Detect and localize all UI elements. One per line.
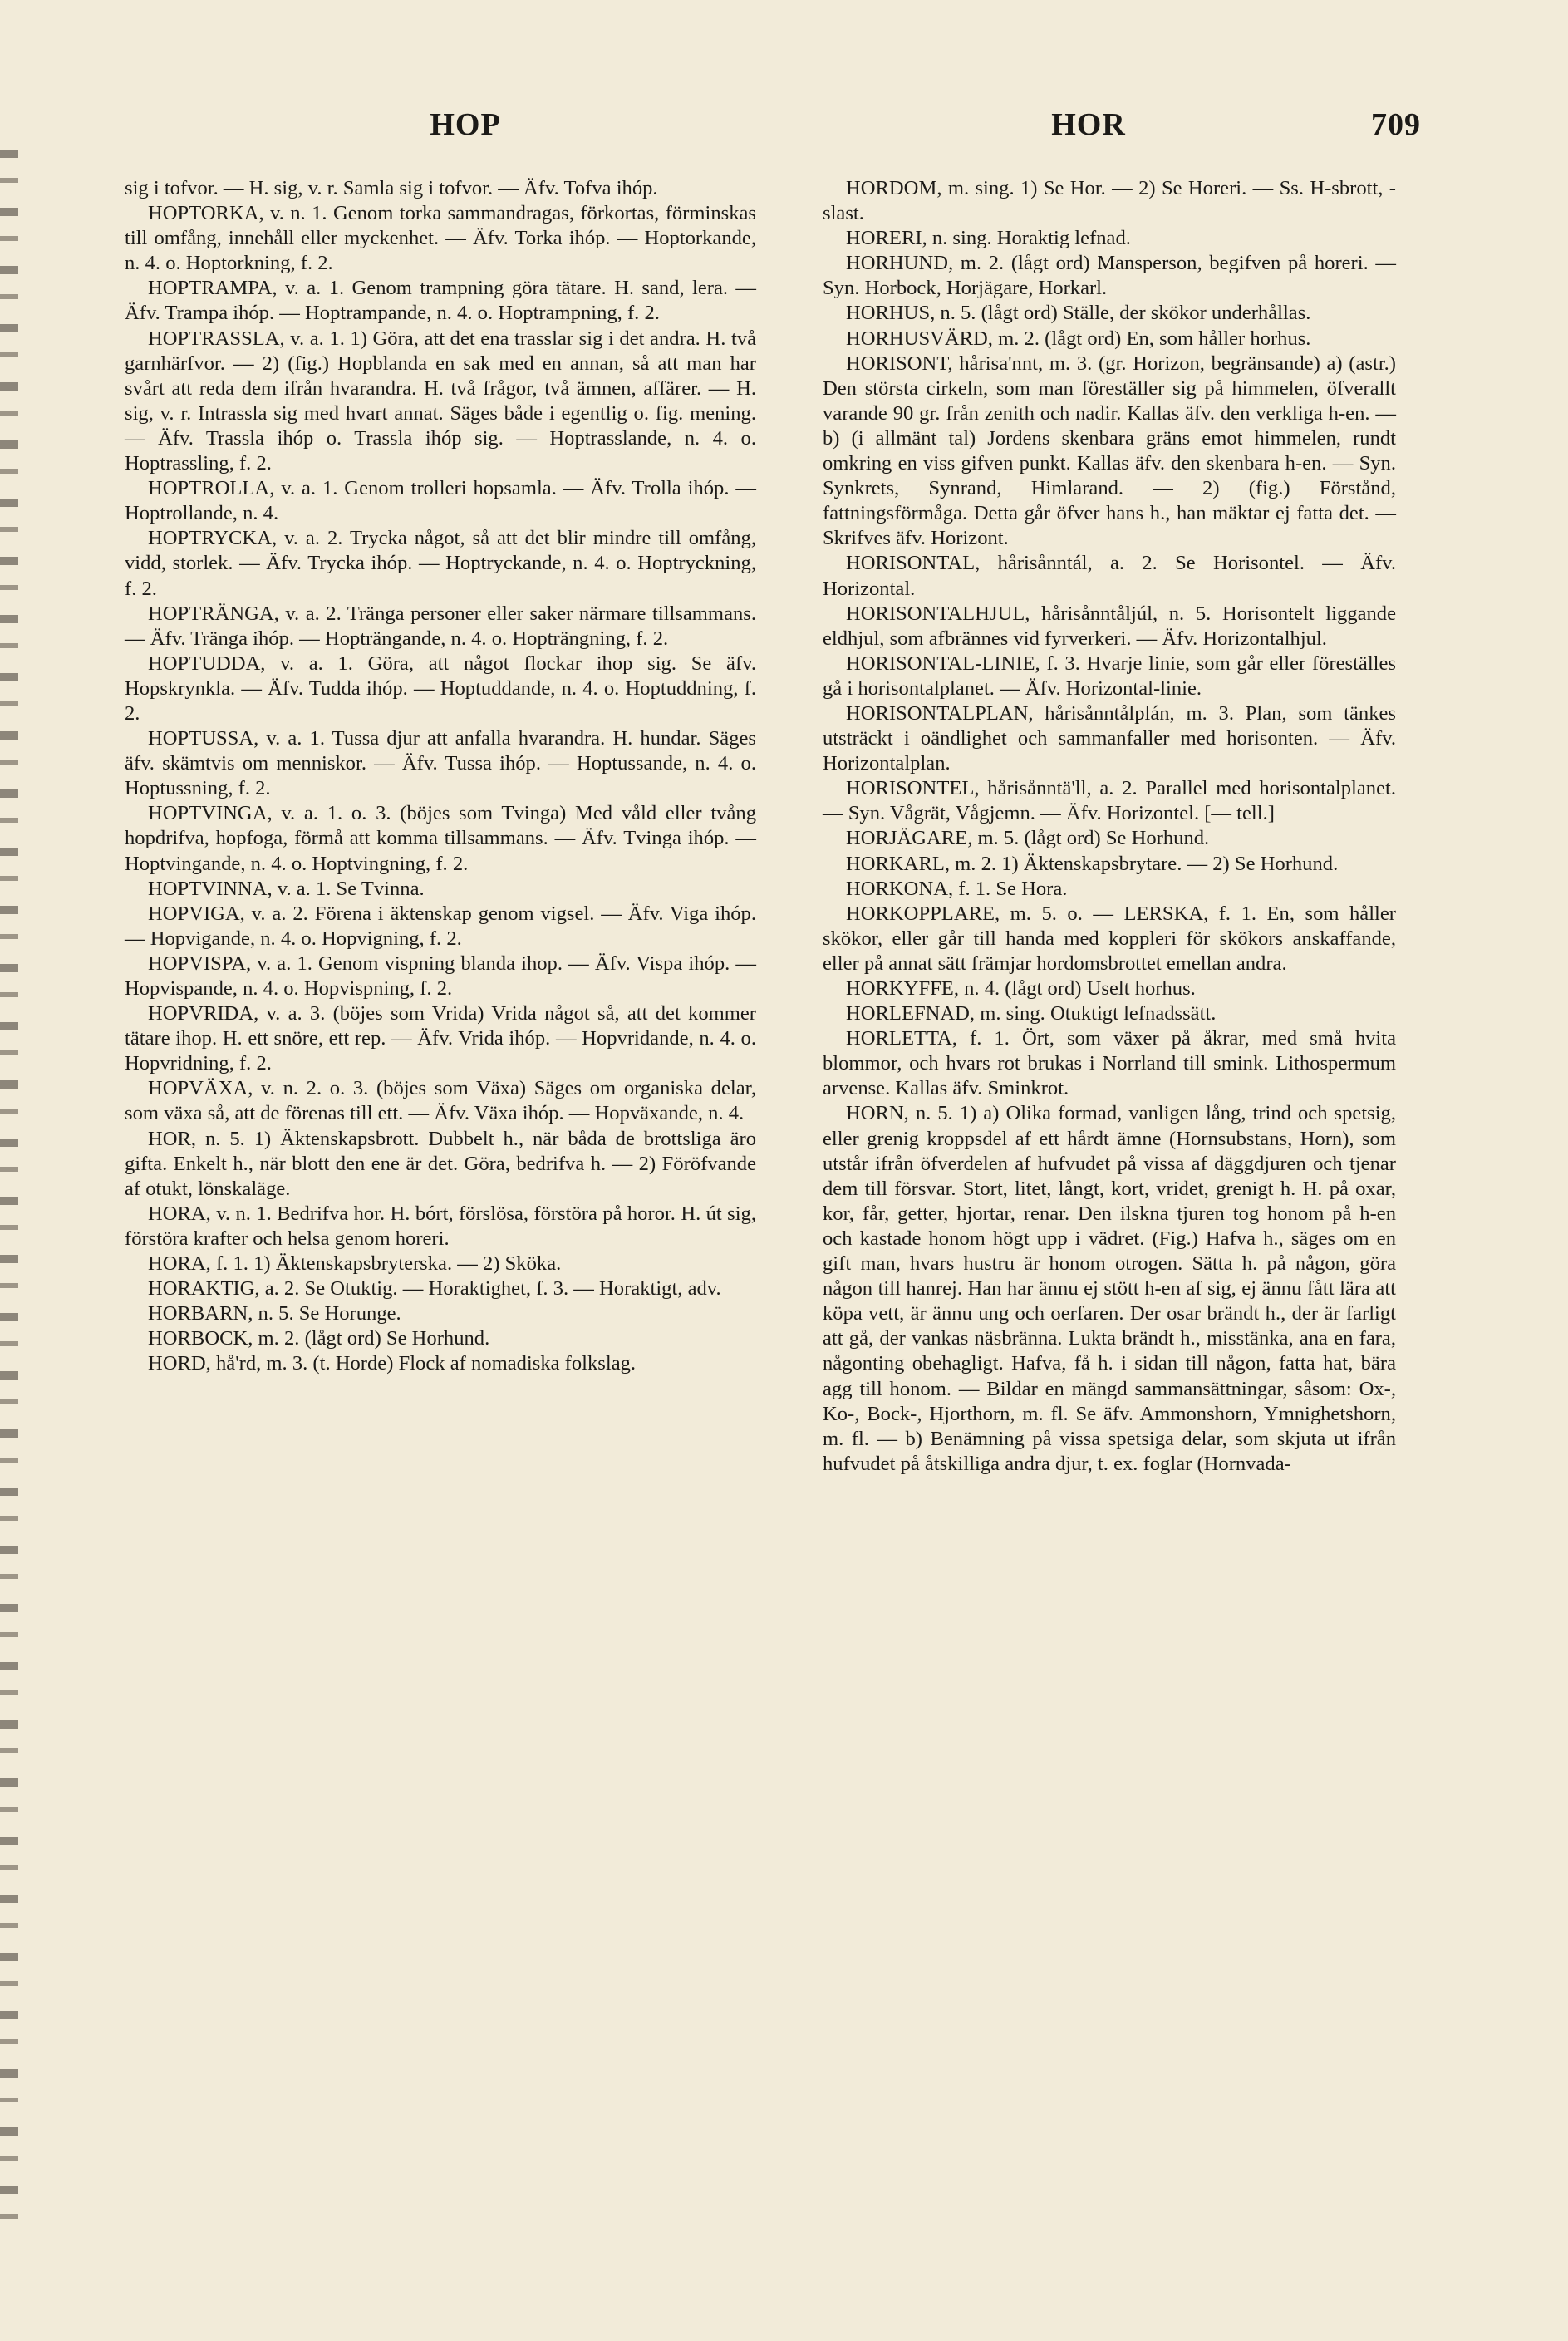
dictionary-entry: HOPTUDDA, v. a. 1. Göra, att något flockar ihop sig. Se äfv. Hopskrynkla. — Äfv. Tudda ihóp. — Hoptuddande, n. 4. o. Hoptuddning, f. 2. xyxy=(125,652,756,725)
dictionary-entry: HORISONTALHJUL, hårisånntåljúl, n. 5. Horisontelt liggande eldhjul, som afbrännes vid fyrverkeri. — Äfv. Horizontalhjul. xyxy=(823,602,1396,650)
dictionary-entry: HORISONTAL-LINIE, f. 3. Hvarje linie, som går eller föreställes gå i horisontalplanet. — Äfv. Horizontal-linie. xyxy=(823,652,1396,700)
dictionary-entry: HORBARN, n. 5. Se Horunge. xyxy=(148,1302,401,1325)
dictionary-entry: HOPTRYCKA, v. a. 2. Trycka något, så att det blir mindre till omfång, vidd, storlek. — Äfv. Trycka ihóp. — Hoptryckande, n. 4. o. Hoptryckning, f. 2. xyxy=(125,527,756,600)
dictionary-entry: HORA, f. 1. 1) Äktenskapsbryterska. — 2) Sköka. xyxy=(148,1252,562,1276)
dictionary-entry: HORERI, n. sing. Horaktig lefnad. xyxy=(846,227,1131,250)
dictionary-entry: HORD, hå'rd, m. 3. (t. Horde) Flock af nomadiska folkslag. xyxy=(148,1352,637,1375)
dictionary-entry: HOPTORKA, v. n. 1. Genom torka sammandragas, förkortas, förminskas till omfång, innehåll eller myckenhet. — Äfv. Torka ihóp. — Hoptorkande, n. 4. o. Hoptorkning, f. 2. xyxy=(125,202,756,275)
dictionary-entry: HOPTRÄNGA, v. a. 2. Tränga personer eller saker närmare tillsammans. — Äfv. Tränga ihóp. — Hopträngande, n. 4. o. Hopträngning, f. 2. xyxy=(125,602,756,650)
dictionary-entry: HORISONTALPLAN, hårisånntålplán, m. 3. Plan, som tänkes utsträckt i oändlighet och sammanfaller med horisonten. — Äfv. Horizontalplan. xyxy=(823,701,1396,775)
dictionary-entry: HORKOPPLARE, m. 5. o. — LERSKA, f. 1. En, som håller skökor, eller går till handa med koppleri för skökors anskaffande, eller på annat sätt främjar hordomsbrottet emellan andra. xyxy=(823,902,1396,975)
dictionary-entry: HOR, n. 5. 1) Äktenskapsbrott. Dubbelt h., när båda de brottsliga äro gifta. Enkelt h., när blott den ene är det. Göra, bedrifva h. — 2) Föröfvande af otukt, lönskaläge. xyxy=(125,1127,756,1200)
dictionary-entry: HORISONTEL, hårisånntä'll, a. 2. Parallel med horisontalplanet. — Syn. Vågrät, Vågjemn. — Äfv. Horizontel. [— tell.] xyxy=(823,777,1396,825)
dictionary-entry: HORHUSVÄRD, m. 2. (lågt ord) En, som håller horhus. xyxy=(846,327,1311,350)
dictionary-entry: sig i tofvor. — H. sig, v. r. Samla sig i tofvor. — Äfv. Tofva ihóp. xyxy=(125,177,658,199)
dictionary-entry: HORLETTA, f. 1. Ört, som växer på åkrar, med små hvita blommor, och hvars rot brukas i Norrland till smink. Lithospermum arvense. Kallas äfv. Sminkrot. xyxy=(823,1027,1396,1100)
right-guide-word: HOR xyxy=(1051,107,1126,142)
dictionary-entry: HOPTUSSA, v. a. 1. Tussa djur att anfalla hvarandra. H. hundar. Säges äfv. skämtvis om menniskor. — Äfv. Tussa ihóp. — Hoptussande, n. 4. o. Hoptussning, f. 2. xyxy=(125,727,756,800)
binding-edge-marks xyxy=(0,150,18,2227)
dictionary-entry: HORKYFFE, n. 4. (lågt ord) Uselt horhus. xyxy=(846,977,1196,1000)
dictionary-entry: HORKONA, f. 1. Se Hora. xyxy=(846,877,1068,900)
dictionary-entry: HORJÄGARE, m. 5. (lågt ord) Se Horhund. xyxy=(846,827,1210,850)
dictionary-entry: HORISONT, hårisa'nnt, m. 3. (gr. Horizon, begränsande) a) (astr.) Den största cirkeln, som man föreställer sig på himmelen, öfverallt varande 90 gr. från zenith och nadir. Kallas äfv. den verkliga h-en. — b) (i allmänt tal) Jordens skenbara gräns emot himmelen, rundt omkring en viss gifven punkt. Kallas äfv. den skenbara h-en. — Syn. Synkrets, Synrand, Himlarand. — 2) (fig.) Förstånd, fattningsförmåga. Detta går öfver hans h., han mäktar ej fatta det. — Skrifves äfv. Horizont. xyxy=(823,352,1396,550)
dictionary-entry: HORDOM, m. sing. 1) Se Hor. — 2) Se Horeri. — Ss. H-sbrott, -slast. xyxy=(823,177,1396,225)
dictionary-entry: HORAKTIG, a. 2. Se Otuktig. — Horaktighet, f. 3. — Horaktigt, adv. xyxy=(148,1277,721,1301)
right-column xyxy=(823,176,1396,1477)
left-column xyxy=(125,176,756,1377)
dictionary-entry: HOPTRAMPA, v. a. 1. Genom trampning göra tätare. H. sand, lera. — Äfv. Trampa ihóp. — Hoptrampande, n. 4. o. Hoptrampning, f. 2. xyxy=(125,277,756,325)
page-number: 709 xyxy=(1371,107,1421,142)
dictionary-entry: HORHUS, n. 5. (lågt ord) Ställe, der skökor underhållas. xyxy=(846,302,1311,325)
dictionary-entry: HOPVRIDA, v. a. 3. (böjes som Vrida) Vrida något så, att det kommer tätare ihop. H. ett snöre, ett rep. — Äfv. Vrida ihóp. — Hopvridande, n. 4. o. Hopvridning, f. 2. xyxy=(125,1002,756,1075)
dictionary-entry: HOPTVINNA, v. a. 1. Se Tvinna. xyxy=(148,877,425,900)
dictionary-entry: HORISONTAL, hårisånntál, a. 2. Se Horisontel. — Äfv. Horizontal. xyxy=(823,552,1396,600)
dictionary-entry: HOPTVINGA, v. a. 1. o. 3. (böjes som Tvinga) Med våld eller tvång hopdrifva, hopfoga, förmå att komma tillsammans. — Äfv. Tvinga ihóp. — Hoptvingande, n. 4. o. Hoptvingning, f. 2. xyxy=(125,802,756,875)
dictionary-entry: HOPVISPA, v. a. 1. Genom vispning blanda ihop. — Äfv. Vispa ihóp. — Hopvispande, n. 4. o. Hopvispning, f. 2. xyxy=(125,952,756,1000)
dictionary-entry: HORA, v. n. 1. Bedrifva hor. H. bórt, förslösa, förstöra på horor. H. út sig, förstöra krafter och helsa genom horeri. xyxy=(125,1202,756,1250)
dictionary-entry: HORKARL, m. 2. 1) Äktenskapsbrytare. — 2) Se Horhund. xyxy=(846,852,1339,875)
dictionary-entry: HORN, n. 5. 1) a) Olika formad, vanligen lång, trind och spetsig, eller grenig kroppsdel af ett hårdt ämne (Hornsubstans, Horn), som utstår ifrån öfverdelen af hufvudet på vissa af däggdjuren och tjenar dem till försvar. Stort, litet, långt, kort, vridet, grenigt h. H. på oxar, kor, får, getter, hjortar, renar. Den ilskna tjuren tog honom på h-en och kastade honom högt upp i vädret. (Fig.) Hafva h., säges om en gift man, hvars hustru är honom otrogen. Sätta h. på någon, göra någon till hanrej. Han har ännu ej stött h-en af sig, ej ännu fått lära att köpa vett, är ännu ung och oerfaren. Der osar brändt h., der är farligt att gå, der vankas näsbränna. Lukta brändt h., misstänka, ana en fara, någonting obehagligt. Hafva, få h. i sidan till någon, fatta hat, bära agg till honom. — Bildar en mängd sammansättningar, såsom: Ox-, Ko-, Bock-, Hjorthorn, m. fl. Se äfv. Ammonshorn, Ymnighetshorn, m. fl. — b) Benämning på vissa spetsiga delar, som skjuta ut ifrån hufvudet på åtskilliga andra djur, t. ex. foglar (Hornvada- xyxy=(823,1102,1396,1475)
dictionary-entry: HOPVIGA, v. a. 2. Förena i äktenskap genom vigsel. — Äfv. Viga ihóp. — Hopvigande, n. 4. o. Hopvigning, f. 2. xyxy=(125,902,756,950)
dictionary-entry: HOPVÄXA, v. n. 2. o. 3. (böjes som Växa) Säges om organiska delar, som växa så, att de förenas till ett. — Äfv. Växa ihóp. — Hopväxande, n. 4. xyxy=(125,1077,756,1125)
dictionary-entry: HOPTRASSLA, v. a. 1. 1) Göra, att det ena trasslar sig i det andra. H. två garnhärfvor. — 2) (fig.) Hopblanda en sak med en annan, så att man har svårt att reda dem ifrån hvarandra. H. två frågor, två ämnen, affärer. — H. sig, v. r. Intrassla sig med hvart annat. Säges både i egentlig o. fig. mening. — Äfv. Trassla ihóp o. Trassla ihóp sig. — Hoptrasslande, n. 4. o. Hoptrassling, f. 2. xyxy=(125,327,756,475)
dictionary-entry: HOPTROLLA, v. a. 1. Genom trolleri hopsamla. — Äfv. Trolla ihóp. — Hoptrollande, n. 4. xyxy=(125,477,756,525)
dictionary-entry: HORBOCK, m. 2. (lågt ord) Se Horhund. xyxy=(148,1327,490,1350)
dictionary-entry: HORHUND, m. 2. (lågt ord) Mansperson, begifven på horeri. — Syn. Horbock, Horjägare, Horkarl. xyxy=(823,252,1396,300)
dictionary-entry: HORLEFNAD, m. sing. Otuktigt lefnadssätt. xyxy=(846,1002,1217,1025)
left-guide-word: HOP xyxy=(430,107,501,142)
